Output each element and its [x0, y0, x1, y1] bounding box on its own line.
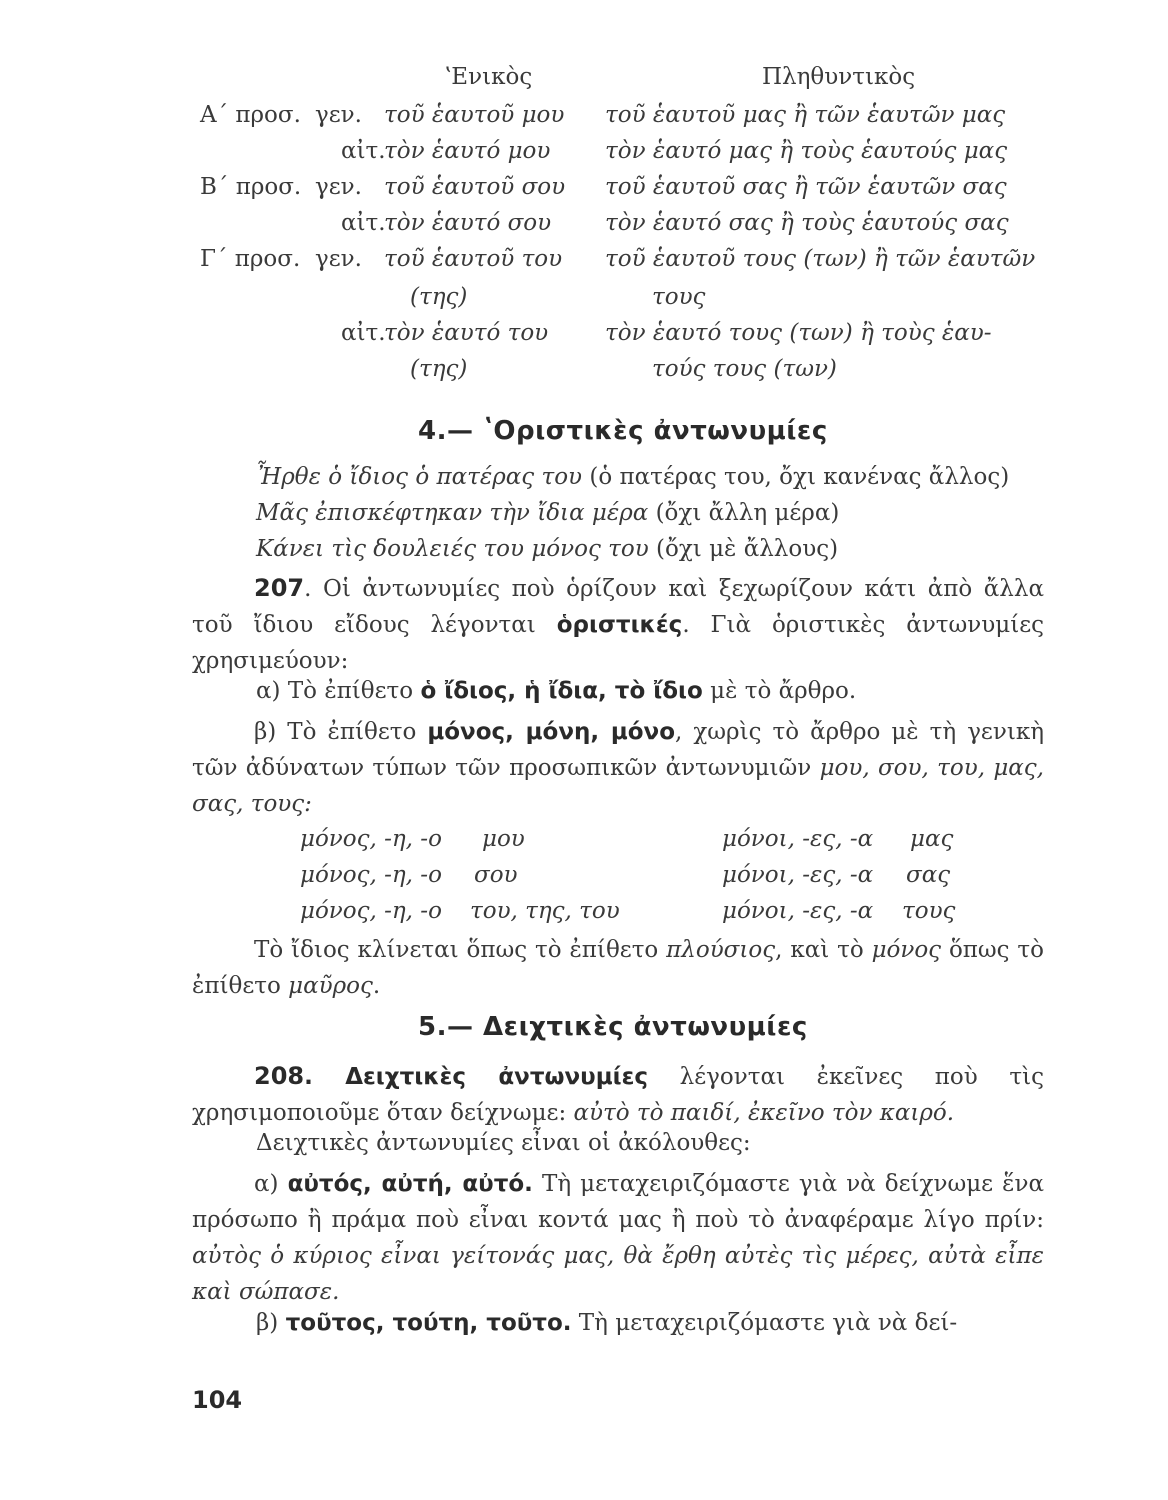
- col-header-singular: ʽΕνικὸς: [444, 64, 533, 90]
- paragraph-number: 208: [254, 1062, 305, 1090]
- row-plural: τοῦ ἑαυτοῦ μας ἢ τῶν ἑαυτῶν μας: [605, 102, 1006, 128]
- term-bold: ὁ ἴδιος, ἡ ἴδια, τὸ ἴδιο: [420, 678, 703, 704]
- row-case: αἰτ.: [341, 320, 386, 346]
- row-singular: τοῦ ἑαυτοῦ μου: [384, 102, 565, 128]
- term-bold: τοῦτος, τούτη, τοῦτο.: [285, 1310, 572, 1336]
- row-singular: (της): [410, 356, 468, 382]
- example-gloss: (ὄχι μὲ ἄλλους): [656, 536, 839, 562]
- term-bold: . Δειχτικὲς ἀντωνυμίες: [304, 1064, 649, 1090]
- example-text: Μᾶς ἐπισκέφτηκαν τὴν ἴδια μέρα: [256, 500, 649, 526]
- row-plural: τοῦ ἑαυτοῦ τους (των) ἢ τῶν ἑαυτῶν: [605, 246, 1036, 272]
- row-singular: τὸν ἑαυτό του: [384, 320, 549, 346]
- item-b-demonstrative: β) τοῦτος, τούτη, τοῦτο. Τὴ μεταχειριζόμαστε γιὰ νὰ δεί-: [256, 1310, 958, 1336]
- row-plural: τους: [652, 284, 706, 310]
- row-person: Β΄ προσ.: [200, 174, 302, 200]
- row-case: αἰτ.: [341, 138, 386, 164]
- example-gloss: (ὁ πατέρας του, ὄχι κανένας ἄλλος): [589, 464, 1010, 490]
- page-number: 104: [192, 1386, 243, 1414]
- section-4-heading: 4.— ʽΟριστικὲς ἀντωνυμίες: [418, 416, 828, 446]
- row-plural: τούς τους (των): [652, 356, 837, 382]
- row-plural: τὸν ἑαυτό μας ἢ τοὺς ἑαυτούς μας: [605, 138, 1008, 164]
- section-5-heading: 5.— Δειχτικὲς ἀντωνυμίες: [418, 1012, 808, 1042]
- term-bold: αὐτός, αὐτή, αὐτό.: [287, 1171, 533, 1197]
- row-singular: τοῦ ἑαυτοῦ σου: [384, 174, 566, 200]
- paragraph-208: 208. Δειχτικὲς ἀντωνυμίες λέγονται ἐκεῖνες ποὺ τὶς χρησιμοποιοῦμε ὅταν δείχνωμε: αὐτὸ τὸ παιδί, ἐκεῖνο τὸν καιρό.: [192, 1062, 1044, 1126]
- example-line: [256, 536, 838, 562]
- row-plural: τὸν ἑαυτό τους (των) ἢ τοὺς ἑαυ-: [605, 320, 992, 346]
- row-plural: τοῦ ἑαυτοῦ σας ἢ τῶν ἑαυτῶν σας: [605, 174, 1007, 200]
- item-b: β) Τὸ ἐπίθετο μόνος, μόνη, μόνο, χωρὶς τὸ ἄρθρο μὲ τὴ γενικὴ τῶν ἀδύνατων τύπων τῶν προσωπικῶν ἀντωνυμιῶν μου, σου, του, μας, σας, τους:: [192, 719, 1045, 817]
- paragraph-207: 207. Οἱ ἀντωνυμίες ποὺ ὁρίζουν καὶ ξεχωρίζουν κάτι ἀπὸ ἄλλα τοῦ ἴδιου εἴδους λέγονται ὁριστικές. Γιὰ ὁριστικὲς ἀντωνυμίες χρησιμεύουν:: [192, 574, 1045, 674]
- item-a: α) Τὸ ἐπίθετο ὁ ἴδιος, ἡ ἴδια, τὸ ἴδιο μὲ τὸ ἄρθρο.: [256, 678, 857, 704]
- row-plural: τὸν ἑαυτό σας ἢ τοὺς ἑαυτούς σας: [605, 210, 1009, 236]
- term-bold: ὁριστικές: [556, 612, 683, 638]
- row-singular: (της): [410, 284, 468, 310]
- example-text: Ἦρθε ὁ ἴδιος ὁ πατέρας του: [256, 464, 583, 490]
- book-page: ʽΕνικὸς Πληθυντικὸς Α΄ προσ. γεν. τοῦ ἑαυτοῦ μου τοῦ ἑαυτοῦ μας ἢ τῶν ἑαυτῶν μας αἰτ. τὸν ἑαυτό μου τὸν ἑαυτό μας ἢ τοὺς ἑαυτούς μας Β΄ προσ. γεν. τοῦ ἑαυτοῦ σου τοῦ ἑαυτοῦ σας ἢ τῶν ἑαυτῶν σας αἰτ. τὸν ἑαυτό σου τὸν ἑαυτό σας ἢ τοὺς ἑαυτούς σας Γ΄ προσ. γεν. τοῦ ἑαυτοῦ του τοῦ ἑαυτοῦ τους (των) ἢ τῶν ἑαυτῶν (της) τους αἰτ. τὸν ἑαυτό του τὸν ἑαυτό τους (των) ἢ τοὺς ἑαυ- (της) τούς τους (των) 4.— ʽΟριστικὲς ἀντωνυμίες Ἦρθε ὁ ἴδιος ὁ πατέρας του (ὁ πατέρας του, ὄχι κανένας ἄλλος) Μᾶς ἐπισκέφτηκαν τὴν ἴδια μέρα (ὄχι ἄλλη μέρα) Κάνει τὶς δουλειές του μόνος του (ὄχι μὲ ἄλλους) 207. Οἱ ἀντωνυμίες ποὺ ὁρίζουν καὶ ξεχωρίζουν κάτι ἀπὸ ἄλλα τοῦ ἴδιου εἴδους λέγονται ὁριστικές. Γιὰ ὁριστικὲς ἀντωνυμίες χρησιμεύουν: α) Τὸ ἐπίθετο ὁ ἴδιος, ἡ ἴδια, τὸ ἴδιο μὲ τὸ ἄρθρο. β) Τὸ ἐπίθετο μόνος, μόνη, μόνο, χωρὶς τὸ ἄρθρο μὲ τὴ γενικὴ τῶν ἀδύνατων τύπων τῶν προσωπικῶν ἀντωνυμιῶν μου, σου, του, μας, σας, τους: μόνος, -η, -ο μου μόνοι, -ες, -α μας μόνος, -η, -ο σου μόνοι, -ες, -α σας μόνος, -η, -ο του, της, του μόνοι, -ες, -α τους Τὸ ἴδιος κλίνεται ὅπως τὸ ἐπίθετο πλούσιος, καὶ τὸ μόνος ὅπως τὸ ἐπίθετο μαῦρος. 5.— Δειχτικὲς ἀντωνυμίες 208. Δειχτικὲς ἀντωνυμίες λέγονται ἐκεῖνες ποὺ τὶς χρησιμοποιοῦμε ὅταν δείχνωμε: αὐτὸ τὸ παιδί, ἐκεῖνο τὸν καιρό. Δειχτικὲς ἀντωνυμίες εἶναι οἱ ἀκόλουθες: α) αὐτός, αὐτή, αὐτό. Τὴ μεταχειριζόμαστε γιὰ νὰ δείχνωμε ἕνα πρόσωπο ἢ πράμα ποὺ εἶναι κοντά μας ἢ ποὺ τὸ ἀναφέραμε λίγο πρίν: αὐτὸς ὁ κύριος εἶναι γείτονάς μας, θὰ ἔρθη αὐτὲς τὶς μέρες, αὐτὰ εἶπε καὶ σώπασε. β) τοῦτος, τούτη, τοῦτο. Τὴ μεταχειριζόμαστε γιὰ νὰ δεί- 104: [192, 64, 1045, 1414]
- row-person: Γ΄ προσ.: [200, 246, 301, 272]
- row-person: Α΄ προσ.: [200, 102, 301, 128]
- example-line: [256, 500, 839, 526]
- example-line: [256, 464, 1009, 490]
- row-singular: τὸν ἑαυτό σου: [384, 210, 552, 236]
- declension-note: Τὸ ἴδιος κλίνεται ὅπως τὸ ἐπίθετο πλούσιος, καὶ τὸ μόνος ὅπως τὸ ἐπίθετο μαῦρος.: [192, 937, 1044, 999]
- row-case: γεν.: [315, 102, 362, 128]
- example-text: Κάνει τὶς δουλειές του μόνος του: [256, 536, 649, 562]
- item-a-demonstrative: α) αὐτός, αὐτή, αὐτό. Τὴ μεταχειριζόμαστε γιὰ νὰ δείχνωμε ἕνα πρόσωπο ἢ πράμα ποὺ εἶναι κοντά μας ἢ ποὺ τὸ ἀναφέραμε λίγο πρίν: αὐτὸς ὁ κύριος εἶναι γείτονάς μας, θὰ ἔρθη αὐτὲς τὶς μέρες, αὐτὰ εἶπε καὶ σώπασε.: [192, 1171, 1044, 1305]
- example-gloss: (ὄχι ἄλλη μέρα): [655, 500, 840, 526]
- demonstratives-intro: Δειχτικὲς ἀντωνυμίες εἶναι οἱ ἀκόλουθες:: [256, 1130, 751, 1156]
- col-header-plural: Πληθυντικὸς: [762, 64, 916, 90]
- term-bold: μόνος, μόνη, μόνο: [427, 719, 676, 745]
- row-singular: τοῦ ἑαυτοῦ του: [384, 246, 563, 272]
- row-case: γεν.: [315, 246, 362, 272]
- paragraph-number: 207: [254, 574, 305, 602]
- row-case: αἰτ.: [341, 210, 386, 236]
- row-singular: τὸν ἑαυτό μου: [384, 138, 551, 164]
- row-case: γεν.: [315, 174, 362, 200]
